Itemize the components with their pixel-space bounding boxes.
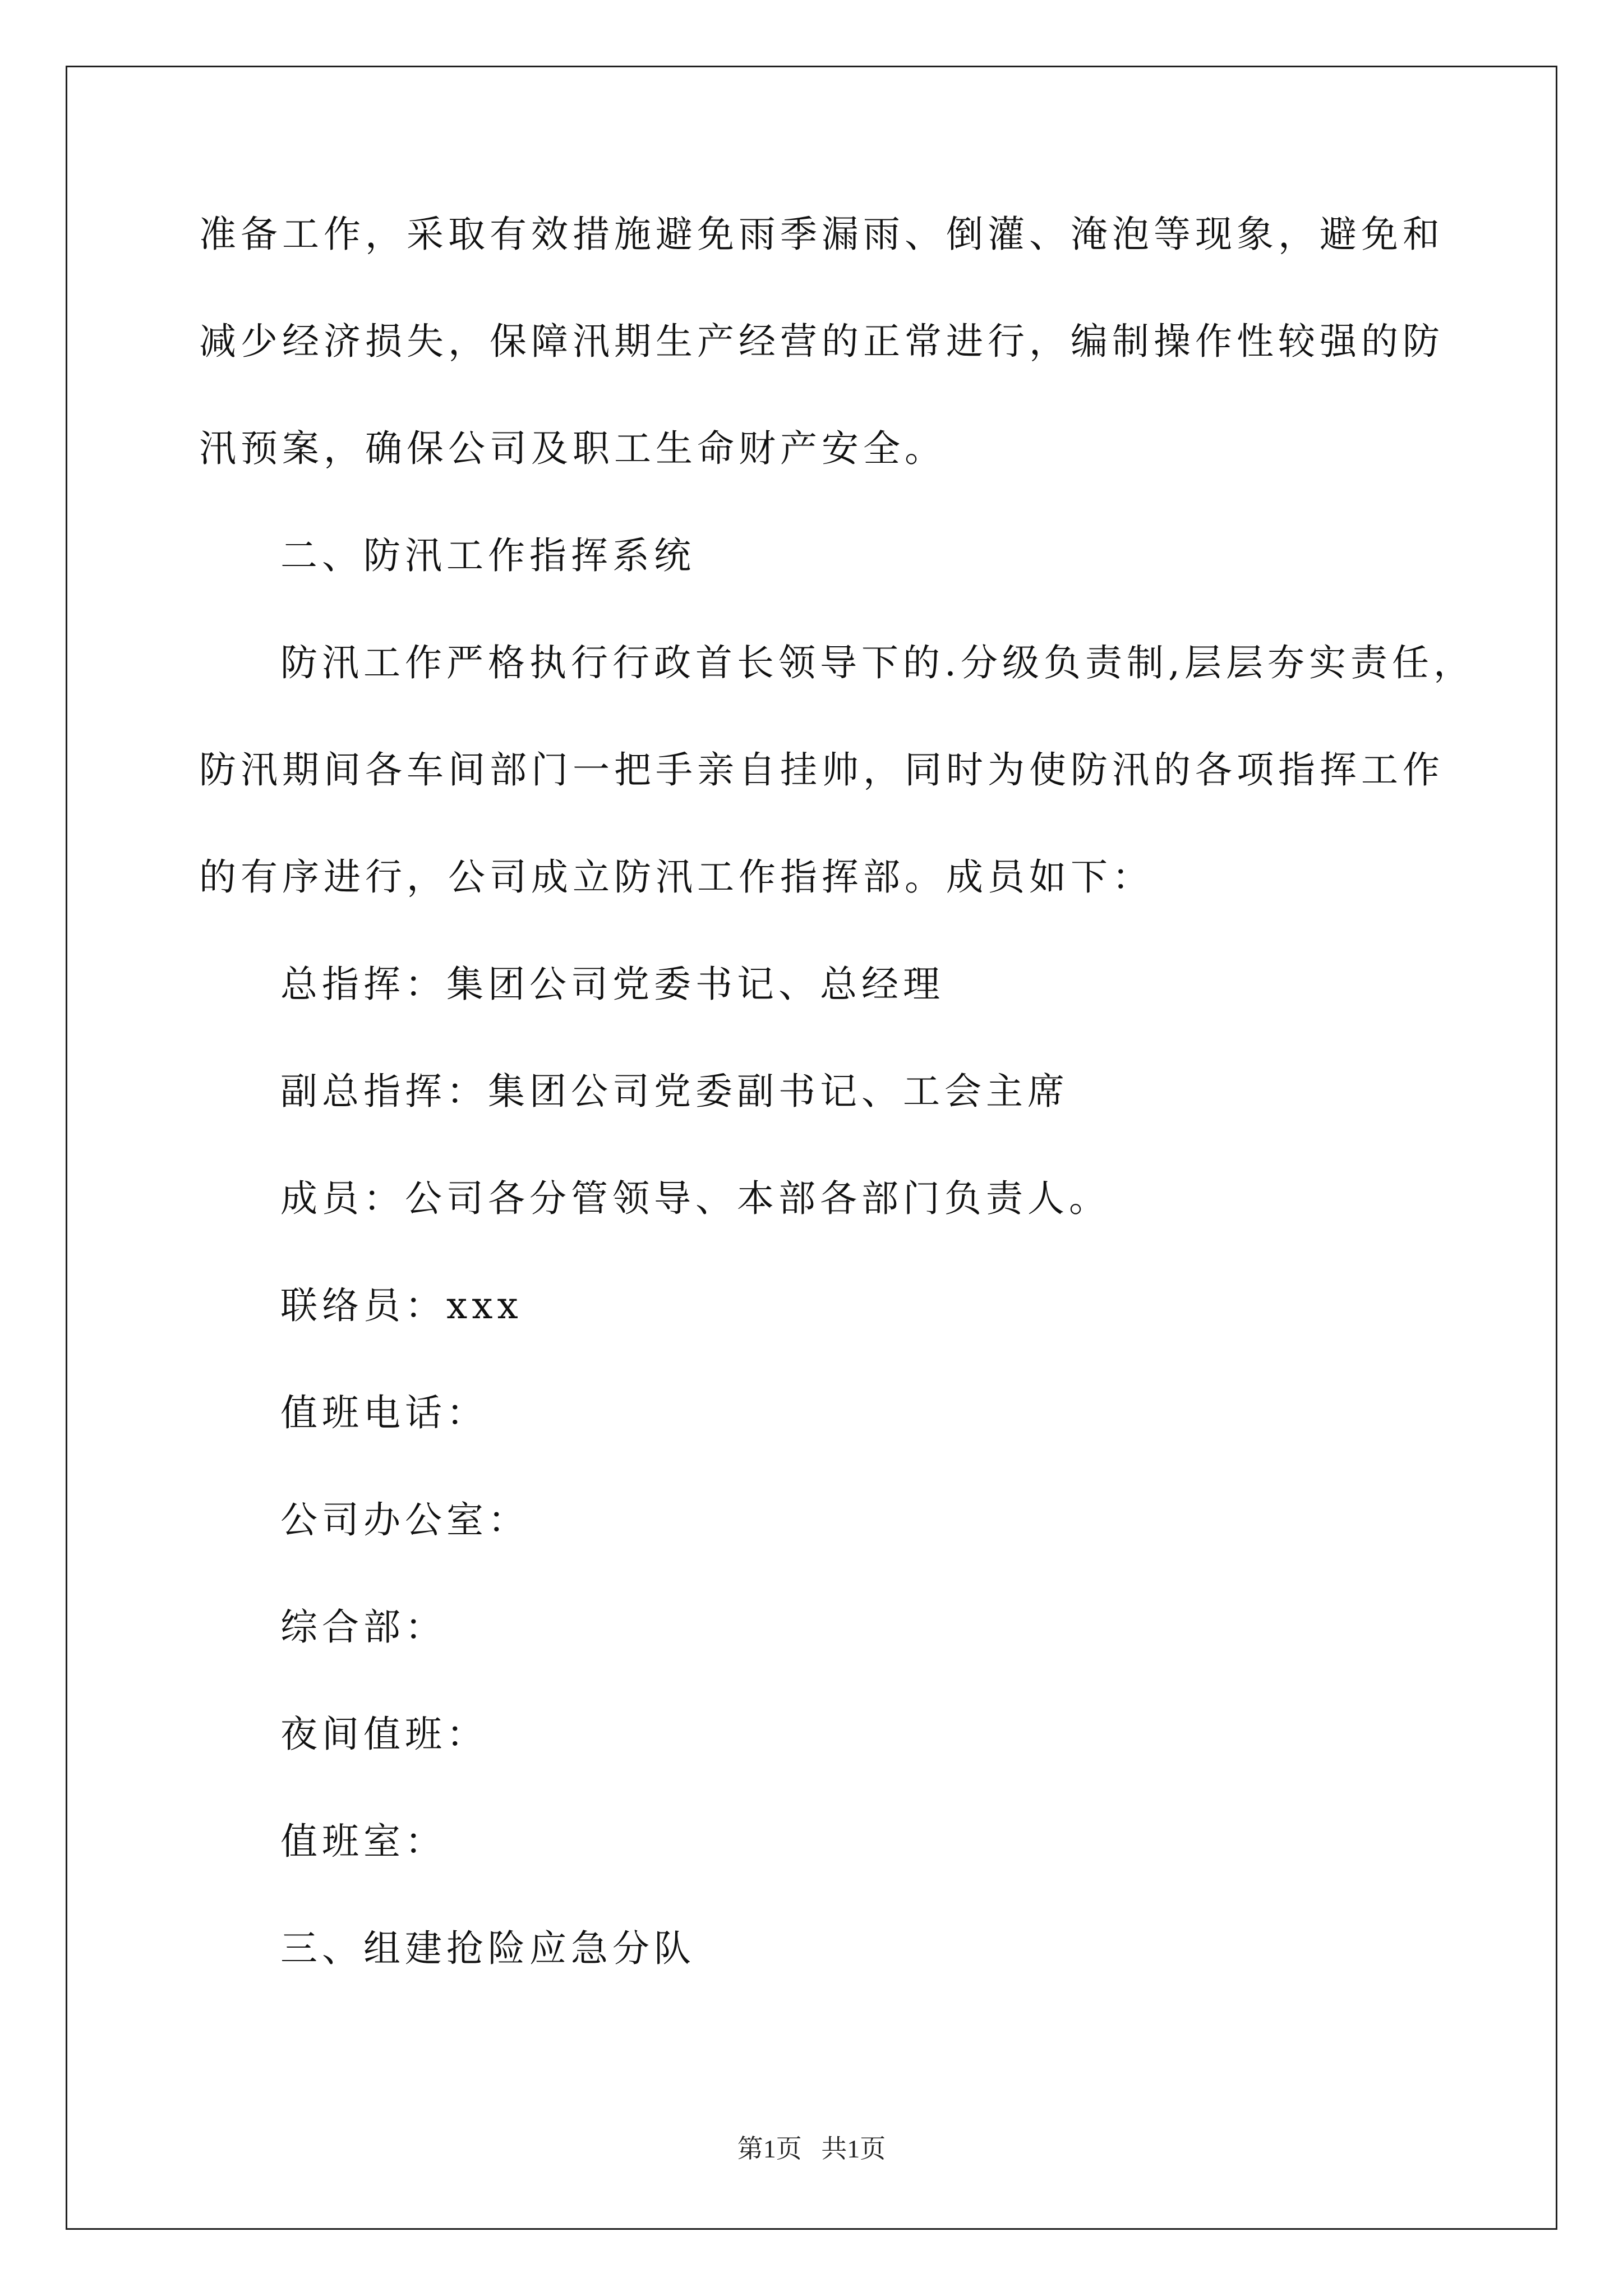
contact-line: 值班室： xyxy=(280,1820,446,1863)
contact-line: 公司办公室： xyxy=(280,1498,529,1542)
section-heading: 二、防汛工作指挥系统 xyxy=(280,534,695,577)
body-line: 汛预案，确保公司及职工生命财产安全。 xyxy=(199,427,946,470)
document-body xyxy=(199,213,1475,2037)
member-line: 副总指挥：集团公司党委副书记、工会主席 xyxy=(280,1070,1069,1113)
body-line: 的有序进行，公司成立防汛工作指挥部。成员如下： xyxy=(199,855,1154,899)
contact-line: 综合部： xyxy=(280,1605,446,1649)
contact-line: 夜间值班： xyxy=(280,1713,488,1756)
body-line: 防汛工作严格执行行政首长领导下的.分级负责制,层层夯实责任， xyxy=(280,641,1475,684)
page-number-footer: 第1页 共1页 xyxy=(737,2134,886,2163)
member-line: 总指挥：集团公司党委书记、总经理 xyxy=(280,963,944,1006)
body-line: 防汛期间各车间部门一把手亲自挂帅，同时为使防汛的各项指挥工作 xyxy=(199,748,1444,792)
body-line: 减少经济损失，保障汛期生产经营的正常进行，编制操作性较强的防 xyxy=(199,320,1444,363)
member-line: 成员：公司各分管领导、本部各部门负责人。 xyxy=(280,1177,1110,1220)
contact-line: 值班电话： xyxy=(280,1391,488,1434)
body-line: 准备工作，采取有效措施避免雨季漏雨、倒灌、淹泡等现象，避免和 xyxy=(199,213,1444,256)
contact-line: 联络员：xxx xyxy=(280,1284,523,1327)
section-heading: 三、组建抢险应急分队 xyxy=(280,1927,695,1970)
